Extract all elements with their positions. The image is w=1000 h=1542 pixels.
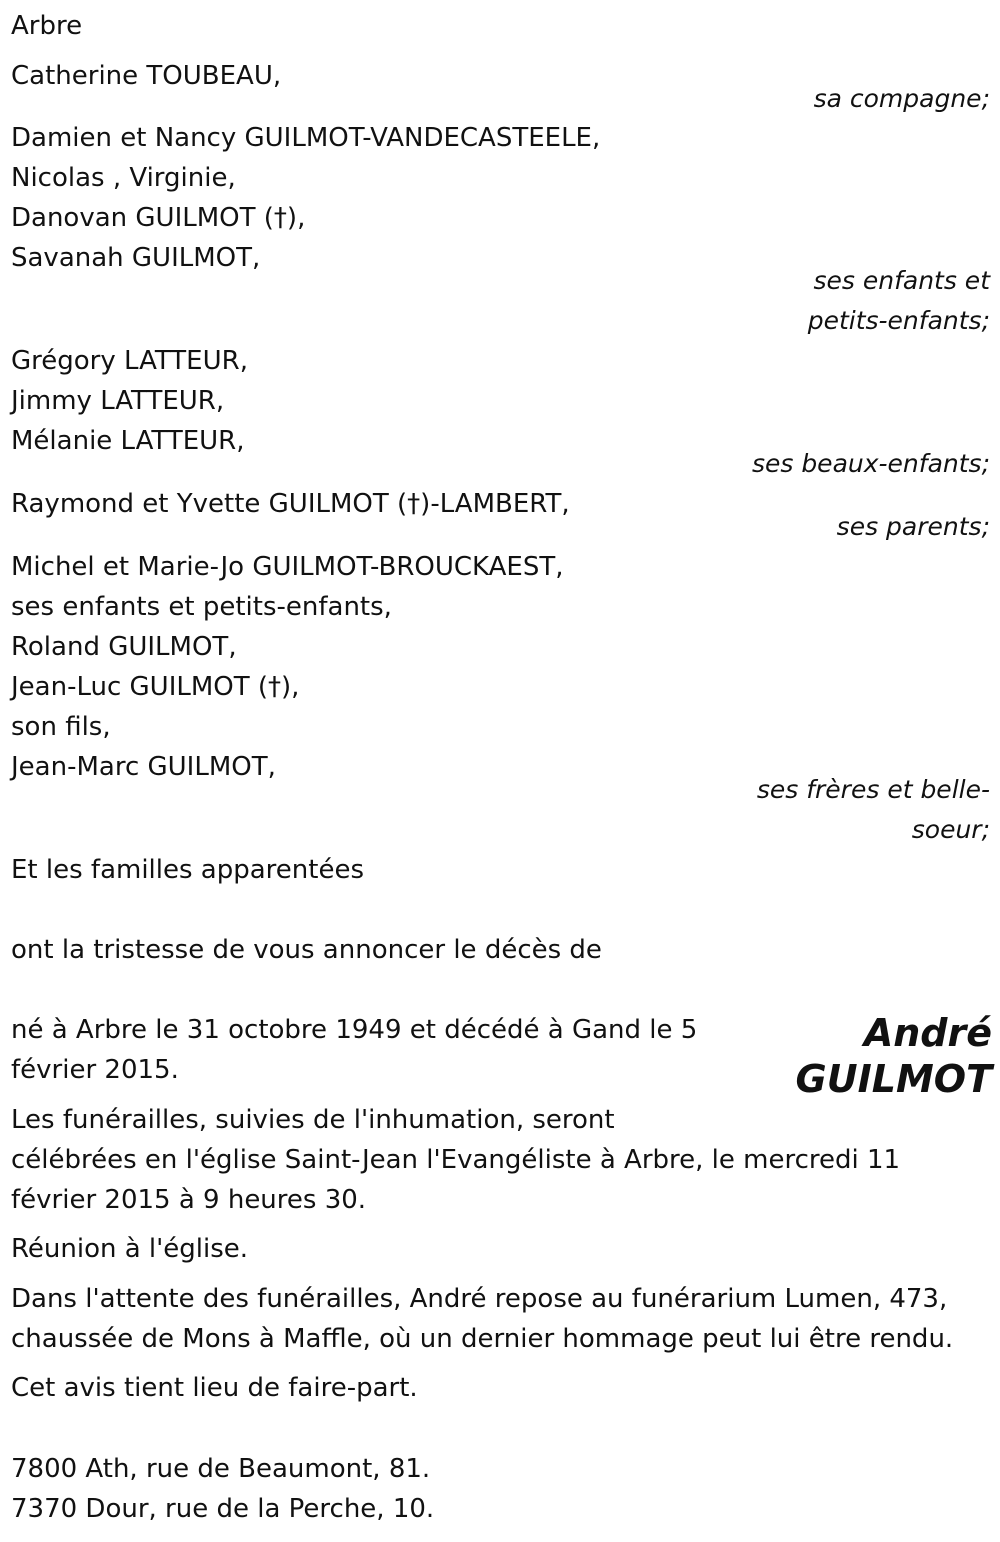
family-name-line: Jean-Luc GUILMOT (†),: [11, 672, 300, 702]
relation-label: petits-enfants;: [807, 306, 990, 335]
family-name-line: son fils,: [11, 712, 111, 742]
family-name-line: Savanah GUILMOT,: [11, 243, 261, 273]
birth-death-line: février 2015.: [11, 1055, 179, 1085]
family-name-line: ses enfants et petits-enfants,: [11, 592, 392, 622]
address-line: 7370 Dour, rue de la Perche, 10.: [11, 1494, 435, 1524]
family-name-line: Jimmy LATTEUR,: [11, 386, 225, 416]
relation-label: ses enfants et: [813, 266, 990, 295]
family-name-line: Danovan GUILMOT (†),: [11, 203, 306, 233]
funeral-line: Les funérailles, suivies de l'inhumation, seront: [11, 1105, 615, 1135]
deceased-first-name: André: [863, 1011, 992, 1055]
deceased-last-name: GUILMOT: [795, 1057, 992, 1101]
wake-line: chaussée de Mons à Maffle, où un dernier hommage peut lui être rendu.: [11, 1324, 954, 1354]
family-name-line: Mélanie LATTEUR,: [11, 426, 245, 456]
family-name-line: Nicolas , Virginie,: [11, 163, 236, 193]
deceased-name: [796, 1010, 992, 1102]
wake-line: Dans l'attente des funérailles, André repose au funérarium Lumen, 473,: [11, 1284, 948, 1314]
relation-label: ses parents;: [836, 512, 990, 541]
address-line: 7800 Ath, rue de Beaumont, 81.: [11, 1454, 431, 1484]
relation-label: soeur;: [911, 815, 990, 844]
relation-label: ses frères et belle-: [756, 775, 990, 804]
related-families: Et les familles apparentées: [11, 855, 365, 885]
notice-line: Cet avis tient lieu de faire-part.: [11, 1373, 418, 1403]
funeral-line: célébrées en l'église Saint-Jean l'Evangéliste à Arbre, le mercredi 11: [11, 1145, 901, 1175]
funeral-line: février 2015 à 9 heures 30.: [11, 1185, 367, 1215]
reunion-line: Réunion à l'église.: [11, 1234, 249, 1264]
family-name-line: Grégory LATTEUR,: [11, 346, 248, 376]
family-name-line: Jean-Marc GUILMOT,: [11, 752, 276, 782]
locality: Arbre: [11, 11, 83, 41]
relation-label: ses beaux-enfants;: [751, 449, 990, 478]
family-name-line: Catherine TOUBEAU,: [11, 61, 282, 91]
relation-label: sa compagne;: [813, 84, 990, 113]
announcement: ont la tristesse de vous annoncer le décès de: [11, 935, 602, 965]
family-name-line: Damien et Nancy GUILMOT-VANDECASTEELE,: [11, 123, 601, 153]
birth-death-line: né à Arbre le 31 octobre 1949 et décédé à Gand le 5: [11, 1015, 698, 1045]
family-name-line: Michel et Marie-Jo GUILMOT-BROUCKAEST,: [11, 552, 564, 582]
family-name-line: Raymond et Yvette GUILMOT (†)-LAMBERT,: [11, 489, 570, 519]
family-name-line: Roland GUILMOT,: [11, 632, 237, 662]
